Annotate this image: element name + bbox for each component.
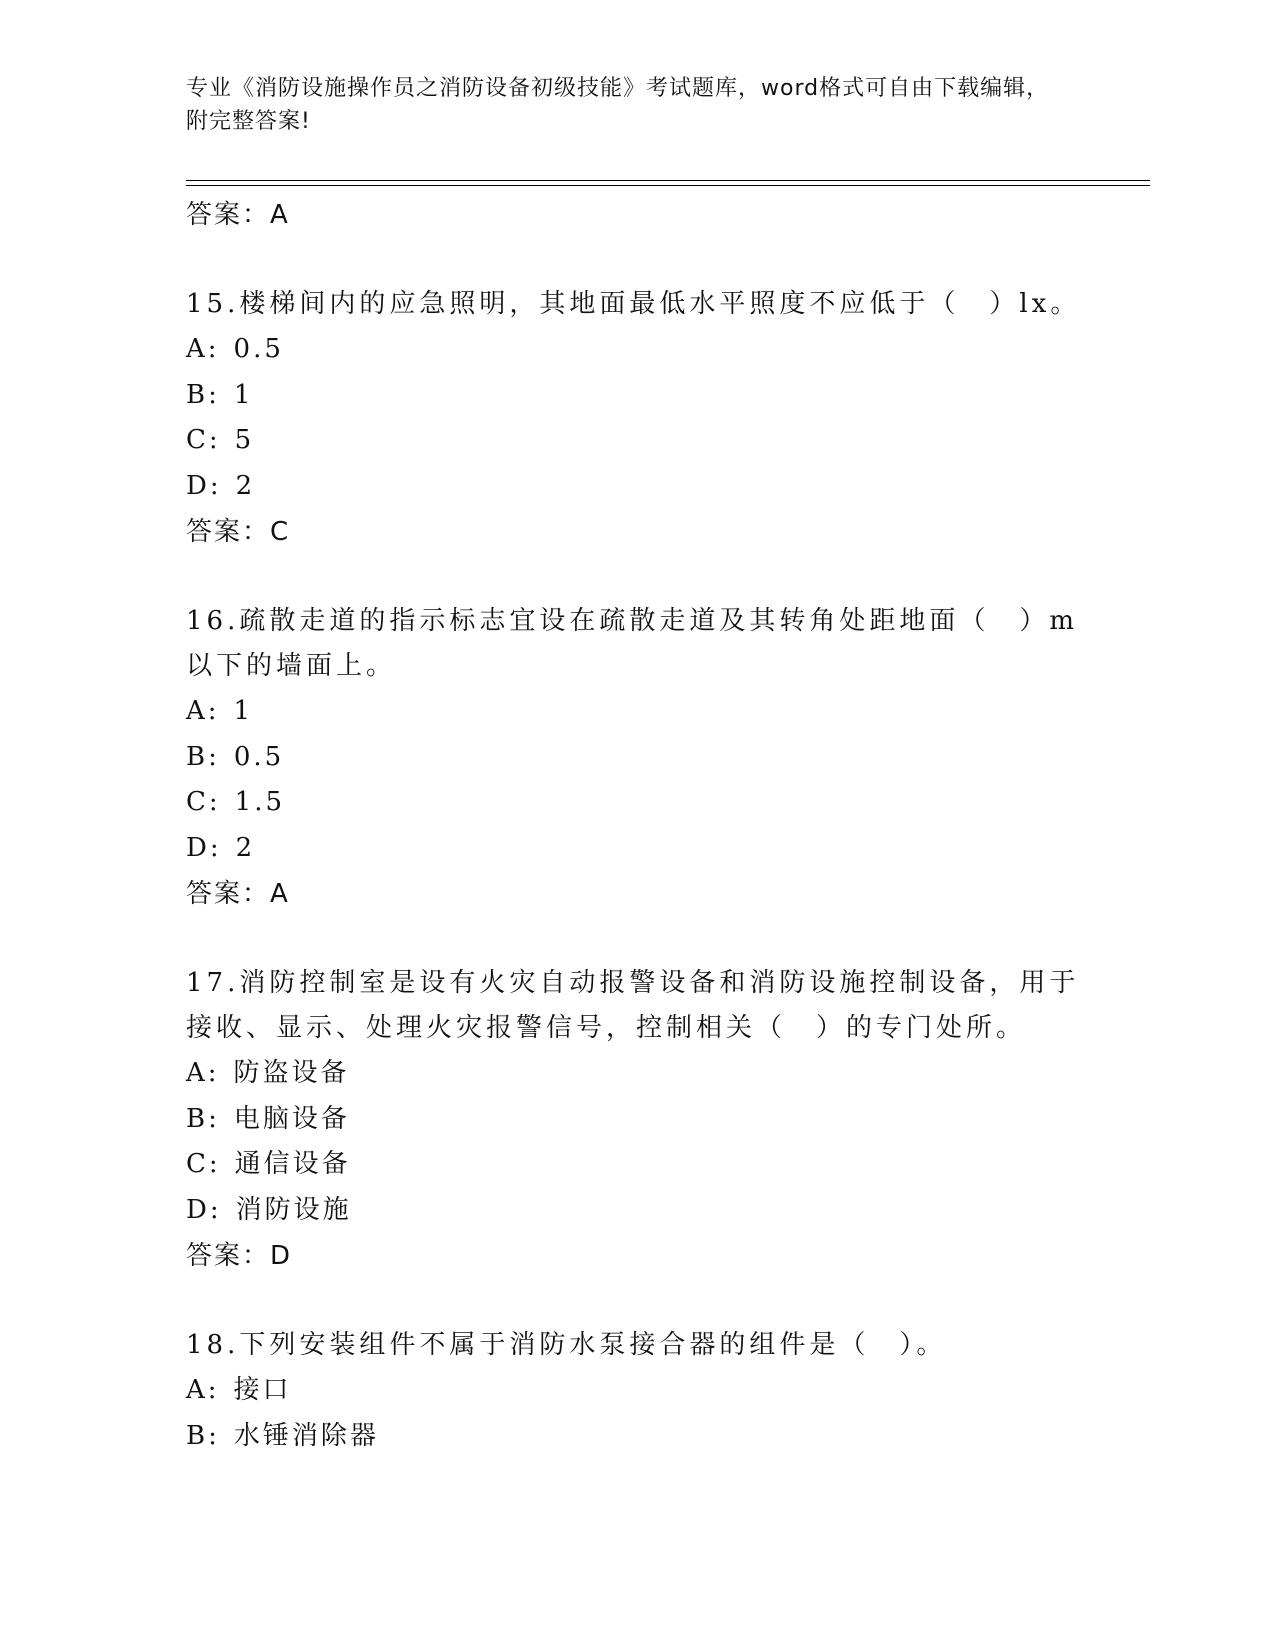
option-c: [186, 780, 1086, 826]
option-b: [186, 1097, 1086, 1143]
option-text: 0.5: [233, 334, 284, 364]
question-16: [186, 599, 1086, 917]
option-text: 消防设施: [235, 1194, 352, 1225]
option-key: B:: [186, 1103, 220, 1134]
option-text: 0.5: [233, 741, 285, 772]
question-text: 15.楼梯间内的应急照明，其地面最低水平照度不应低于（ ）lx。: [186, 289, 1081, 319]
option-key: C:: [186, 1149, 221, 1179]
option-d: [186, 464, 1086, 510]
option-key: C:: [186, 787, 221, 817]
option-text: 接口: [233, 1375, 292, 1405]
option-key: B:: [186, 741, 220, 772]
option-text: 2: [235, 832, 256, 863]
option-key: D:: [186, 832, 222, 863]
option-text: 1: [233, 379, 254, 410]
option-a: [186, 1051, 1086, 1097]
question-17: [186, 961, 1086, 1279]
option-c: [186, 418, 1086, 464]
option-key: A:: [186, 1375, 220, 1405]
option-text: 水锤消除器: [233, 1420, 379, 1451]
option-b: [186, 735, 1086, 781]
option-a: [186, 327, 1086, 373]
option-key: A:: [186, 696, 220, 726]
answer-line: 答案：C: [186, 517, 291, 547]
question-list: [186, 188, 1086, 1459]
option-d: [186, 826, 1086, 872]
option-text: 5: [234, 425, 255, 455]
header-divider-second: [186, 185, 1150, 186]
question-15: [186, 282, 1086, 555]
option-key: A:: [186, 334, 220, 364]
option-b: [186, 1414, 1086, 1460]
question-text: 17.消防控制室是设有火灾自动报警设备和消防设施控制设备，用于接收、显示、处理火灾报警信号，控制相关（ ）的专门处所。: [186, 968, 1080, 1043]
option-text: 2: [235, 470, 256, 501]
document-header: 专业《消防设施操作员之消防设备初级技能》考试题库，word格式可自由下载编辑，附完整答案!: [186, 76, 1050, 134]
option-c: [186, 1142, 1086, 1188]
option-text: 通信设备: [234, 1149, 351, 1179]
question-text: 18.下列安装组件不属于消防水泵接合器的组件是（ ）。: [186, 1330, 947, 1360]
question-18: [186, 1323, 1086, 1459]
question-text: 16.疏散走道的指示标志宜设在疏散走道及其转角处距地面（ ）m以下的墙面上。: [186, 606, 1079, 681]
option-key: B:: [186, 1420, 220, 1451]
option-text: 1: [233, 696, 254, 726]
option-a: [186, 1368, 1086, 1414]
option-key: A:: [186, 1058, 220, 1088]
option-text: 1.5: [234, 787, 286, 817]
option-d: [186, 1188, 1086, 1234]
option-key: B:: [186, 379, 220, 410]
option-a: [186, 689, 1086, 735]
option-text: 防盗设备: [233, 1058, 350, 1088]
option-b: [186, 373, 1086, 419]
option-key: D:: [186, 1194, 222, 1225]
option-text: 电脑设备: [233, 1103, 350, 1134]
header-divider: [186, 180, 1150, 181]
answer-line: 答案：A: [186, 200, 290, 230]
option-key: C:: [186, 425, 221, 455]
option-key: D:: [186, 470, 222, 501]
answer-line: 答案：D: [186, 1241, 293, 1271]
answer-line: 答案：A: [186, 879, 290, 909]
